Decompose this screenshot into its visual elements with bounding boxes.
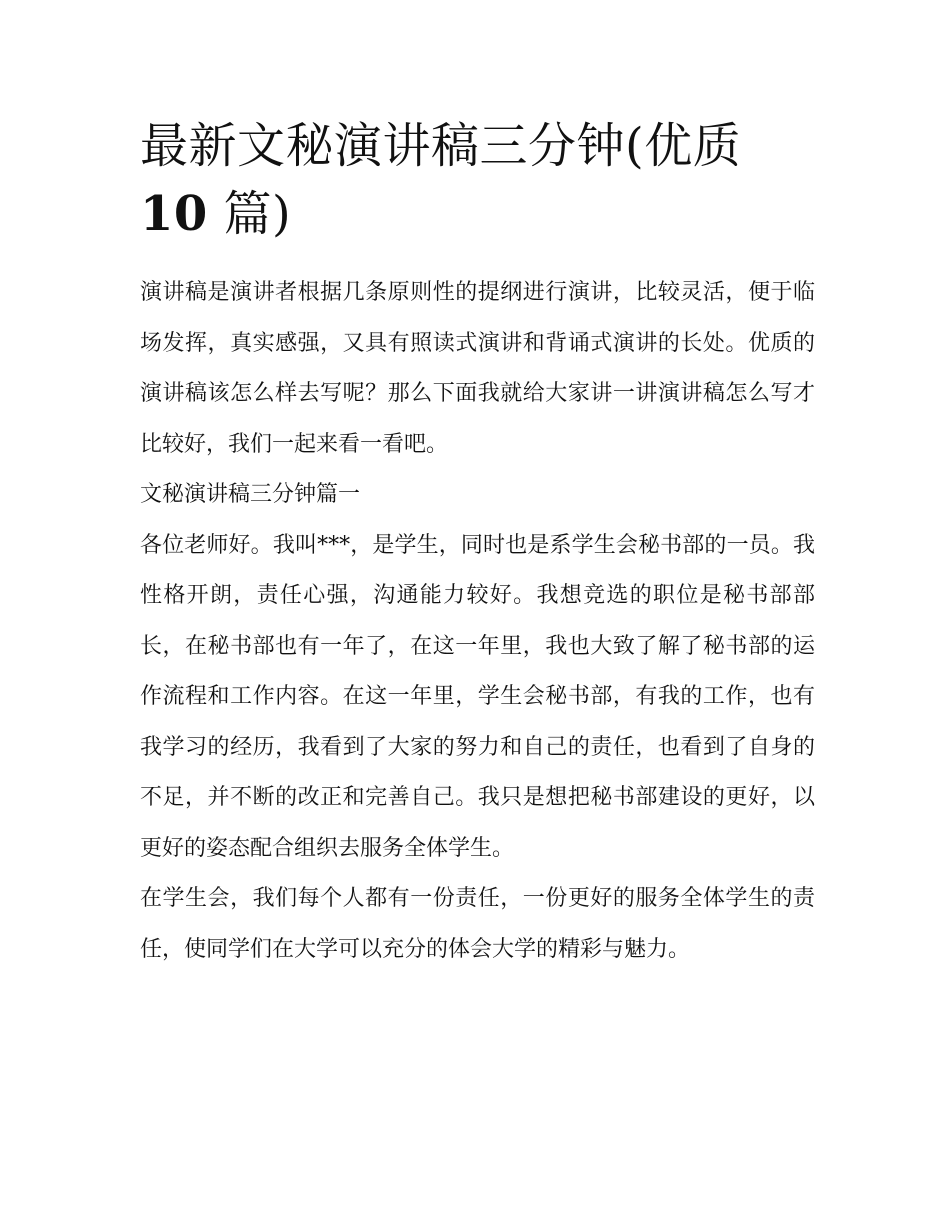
title-number: 10: [140, 186, 208, 242]
intro-paragraph: 演讲稿是演讲者根据几条原则性的提纲进行演讲，比较灵活，便于临场发挥，真实感强，又具有照读式演讲和背诵式演讲的长处。优质的演讲稿该怎么样去写呢？那么下面我就给大家讲一讲演讲稿怎么写才比较好，我们一起来看一看吧。: [140, 280, 815, 457]
title-text: 最新文秘演讲稿三分钟(优质: [140, 118, 742, 174]
body-paragraph-1: 各位老师好。我叫***，是学生，同时也是系学生会秘书部的一员。我性格开朗，责任心强，沟通能力较好。我想竞选的职位是秘书部部长，在秘书部也有一年了，在这一年里，我也大致了解了秘书部的运作流程和工作内容。在这一年里，学生会秘书部，有我的工作，也有我学习的经历，我看到了大家的努力和自己的责任，也看到了自身的不足，并不断的改正和完善自己。我只是想把秘书部建设的更好，以更好的姿态配合组织去服务全体学生。: [140, 532, 815, 861]
title-suffix: 篇): [207, 186, 292, 242]
document-body: [140, 268, 815, 975]
section-heading: 文秘演讲稿三分钟篇一: [140, 482, 361, 507]
body-paragraph-2: 在学生会，我们每个人都有一份责任，一份更好的服务全体学生的责任，使同学们在大学可以充分的体会大学的精彩与魅力。: [140, 886, 815, 962]
document-title: [140, 112, 815, 248]
document-page: [140, 112, 815, 975]
